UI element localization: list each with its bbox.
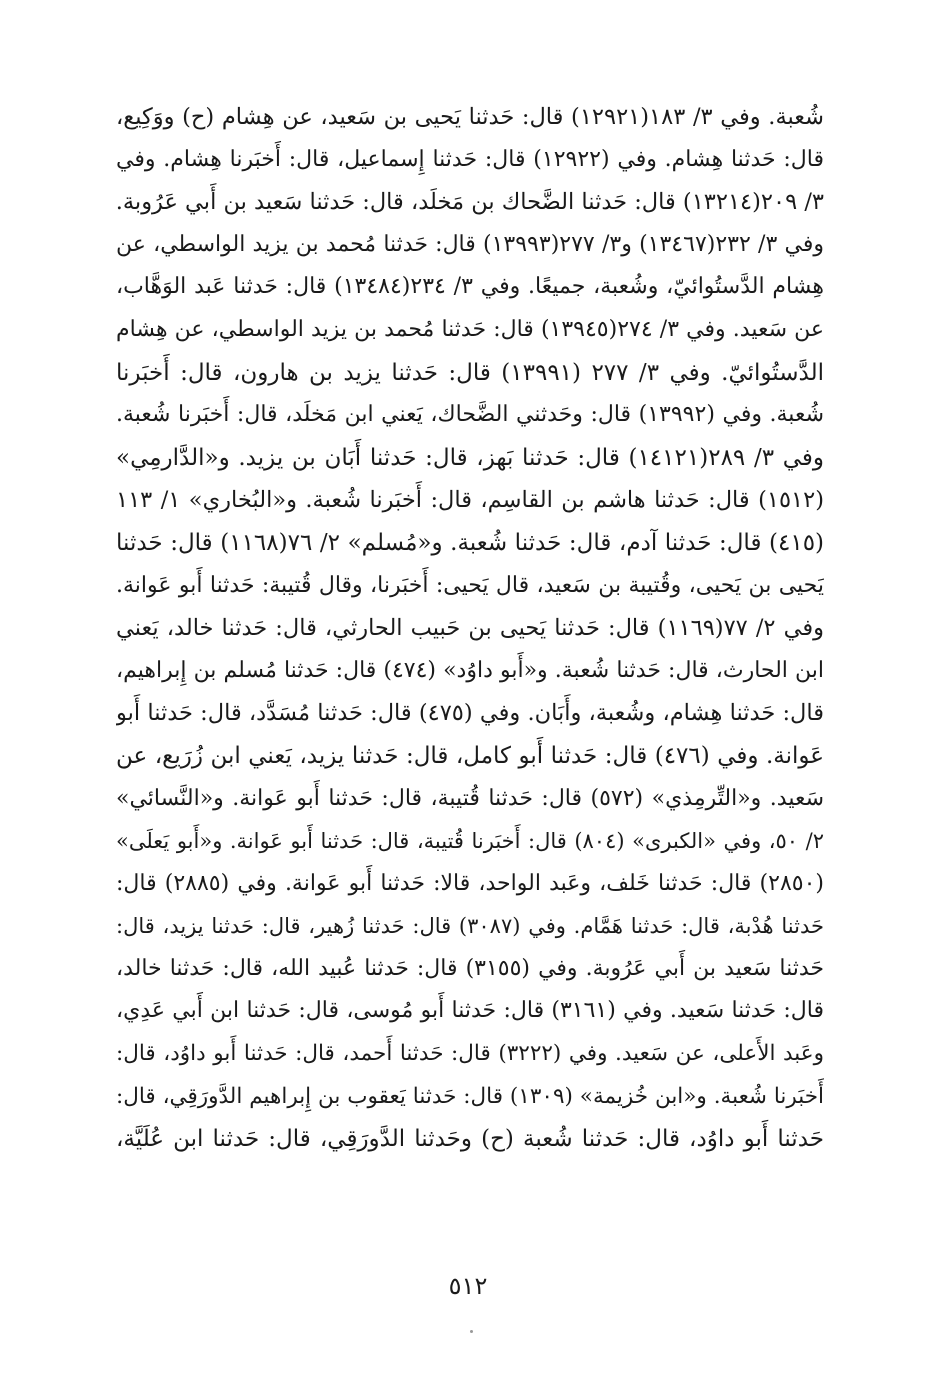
text-line: سَعيد. و«التِّرمِذي» (٥٧٢) قال: حَدثنا قُتيبة، قال: حَدثنا أَبو عَوانة. و«النَّسائي»	[116, 785, 824, 811]
text-line: وفي ٢/ ٧٧(١١٦٩) قال: حَدثنا يَحيى بن حَبيب الحارثي، قال: حَدثنا خالد، يَعني	[116, 615, 824, 642]
text-line: حَدثنا سَعيد بن أَبي عَرُوبة. وفي (٣١٥٥) قال: حَدثنا عُبيد الله، قال: حَدثنا خالد،	[116, 955, 824, 981]
text-line: قال: حَدثنا هِشام. وفي (١٢٩٢٢) قال: حَدثنا إِسماعيل، قال: أَخبَرنا هِشام. وفي	[116, 146, 824, 172]
text-line: قال: حَدثنا سَعيد. وفي (٣١٦١) قال: حَدثنا أَبو مُوسى، قال: حَدثنا ابن أَبي عَدِي،	[116, 998, 824, 1024]
text-line: وفي ٣/ ٢٨٩(١٤١٢١) قال: حَدثنا بَهز، قال: حَدثنا أَبَان بن يزيد. و«الدَّارمِي»	[116, 444, 824, 471]
text-line: عن سَعيد. وفي ٣/ ٢٧٤(١٣٩٤٥) قال: حَدثنا مُحمد بن يزيد الواسطي، عن هِشام	[116, 316, 824, 342]
text-line: أَخبَرنا شُعبة. و«ابن خُزيمة» (١٣٠٩) قال: حَدثنا يَعقوب بن إِبراهيم الدَّورَقِي، قال:	[116, 1083, 824, 1109]
text-line: شُعبة. وفي (١٣٩٩٢) قال: وحَدثني الضَّحاك، يَعني ابن مَخلَد، قال: أَخبَرنا شُعبة.	[116, 402, 824, 428]
text-line: ٣/ ٢٠٩(١٣٢١٤) قال: حَدثنا الضَّحاك بن مَخلَد، قال: حَدثنا سَعيد بن أَبي عَرُوبة.	[116, 189, 824, 216]
text-line: الدَّستُوائيّ. وفي ٣/ ٢٧٧ (١٣٩٩١) قال: حَدثنا يزيد بن هارون، قال: أَخبَرنا	[116, 359, 824, 386]
hadith-text-body	[116, 96, 824, 1161]
text-line: شُعبة. وفي ٣/ ١٨٣(١٢٩٢١) قال: حَدثنا يَحيى بن سَعيد، عن هِشام (ح) ووَكِيع،	[116, 104, 824, 130]
text-line: حَدثنا أَبو داوُد، قال: حَدثنا شُعبة (ح) وحَدثنا الدَّورَقِي، قال: حَدثنا ابن عُلَيَّة،	[116, 1126, 824, 1153]
scan-speck	[470, 1330, 473, 1333]
text-line: حَدثنا هُدْبة، قال: حَدثنا هَمَّام. وفي (٣٠٨٧) قال: حَدثنا زُهير، قال: حَدثنا يزيد، قال:	[116, 914, 824, 939]
text-line: وفي ٣/ ٢٣٢(١٣٤٦٧) و٣/ ٢٧٧(١٣٩٩٣) قال: حَدثنا مُحمد بن يزيد الواسطي، عن	[116, 231, 824, 257]
text-line: (١٥١٢) قال: حَدثنا هاشم بن القاسِم، قال: أَخبَرنا شُعبة. و«البُخاري» ١/ ١١٣	[116, 487, 824, 514]
text-line: ٢/ ٥٠، وفي «الكبرى» (٨٠٤) قال: أَخبَرنا قُتيبة، قال: حَدثنا أَبو عَوانة. و«أَبو يَعلَى»	[116, 829, 824, 854]
text-line: ابن الحارث، قال: حَدثنا شُعبة. و«أَبو داوُد» (٤٧٤) قال: حَدثنا مُسلم بن إِبراهيم،	[116, 657, 824, 683]
text-line: وعَبد الأَعلى، عن سَعيد. وفي (٣٢٢٢) قال: حَدثنا أَحمد، قال: حَدثنا أَبو داوُد، قال:	[116, 1041, 824, 1067]
text-line: يَحيى بن يَحيى، وقُتيبة بن سَعيد، قال يَحيى: أَخبَرنا، وقال قُتيبة: حَدثنا أَبو عَوانة.	[116, 572, 824, 598]
text-line: قال: حَدثنا هِشام، وشُعبة، وأَبَان. وفي (٤٧٥) قال: حَدثنا مُسَدَّد، قال: حَدثنا أَبو	[116, 700, 824, 727]
text-line: (٤١٥) قال: حَدثنا آدم، قال: حَدثنا شُعبة. و«مُسلم» ٢/ ٧٦(١١٦٨) قال: حَدثنا	[116, 529, 824, 556]
page-number: ٥١٢	[448, 1272, 488, 1300]
text-line: هِشام الدَّستُوائيّ، وشُعبة، جميعًا. وفي ٣/ ٢٣٤(١٣٤٨٤) قال: حَدثنا عَبد الوَهَّاب،	[116, 274, 824, 300]
text-line: عَوانة. وفي (٤٧٦) قال: حَدثنا أَبو كامل، قال: حَدثنا يزيد، يَعني ابن زُرَيع، عن	[116, 742, 824, 769]
text-line: (٢٨٥٠) قال: حَدثنا خَلف، وعَبد الواحد، قالا: حَدثنا أَبو عَوانة. وفي (٢٨٨٥) قال:	[116, 870, 824, 896]
